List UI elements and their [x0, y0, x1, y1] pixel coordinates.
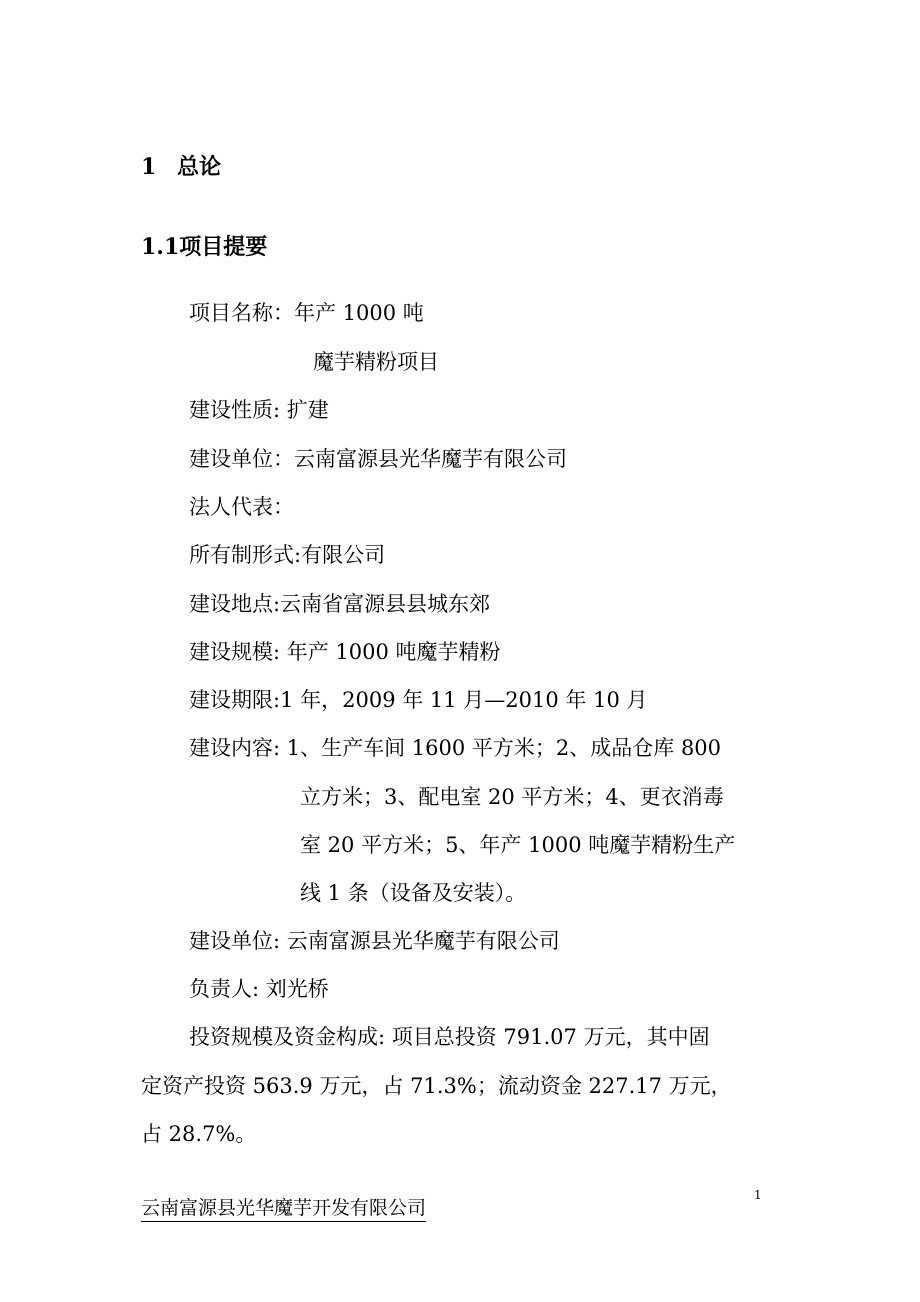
- construction-content-line-3: 室 20 平方米；5、年产 1000 吨魔芋精粉生产: [300, 833, 736, 857]
- section-heading: [141, 150, 221, 181]
- investment-paragraph-line-2: 定资产投资 563.9 万元，占 71.3%；流动资金 227.17 万元，: [141, 1074, 732, 1098]
- project-name-continuation: 魔芋精粉项目: [313, 350, 439, 374]
- construction-unit: 建设单位：云南富源县光华魔芋有限公司: [189, 447, 567, 471]
- construction-content: 建设内容: 1、生产车间 1600 平方米；2、成品仓库 800: [189, 736, 722, 760]
- responsible-person: 负责人: 刘光桥: [189, 977, 329, 1001]
- section-number: 1: [141, 154, 157, 180]
- investment-paragraph: 投资规模及资金构成: 项目总投资 791.07 万元，其中固: [189, 1025, 710, 1049]
- construction-unit-2: 建设单位: 云南富源县光华魔芋有限公司: [189, 929, 560, 953]
- construction-scale: 建设规模: 年产 1000 吨魔芋精粉: [189, 640, 501, 664]
- construction-nature: 建设性质: 扩建: [189, 398, 329, 422]
- construction-location: 建设地点:云南省富源县县城东郊: [189, 592, 491, 616]
- construction-content-line-4: 线 1 条（设备及安装）。: [300, 881, 527, 905]
- section-title: 总论: [177, 154, 222, 180]
- legal-representative: 法人代表：: [189, 495, 294, 519]
- subsection-heading: 1.1项目提要: [141, 234, 268, 260]
- construction-period: 建设期限:1 年，2009 年 11 月—2010 年 10 月: [189, 688, 648, 712]
- construction-content-line-2: 立方米；3、配电室 20 平方米；4、更衣消毒: [300, 785, 724, 809]
- project-name-line: 项目名称：年产 1000 吨: [189, 301, 424, 325]
- investment-paragraph-line-3: 占 28.7%。: [141, 1122, 257, 1146]
- page-number: 1: [754, 1188, 762, 1202]
- footer-company: 云南富源县光华魔芋开发有限公司: [141, 1196, 426, 1222]
- ownership-form: 所有制形式:有限公司: [189, 543, 386, 567]
